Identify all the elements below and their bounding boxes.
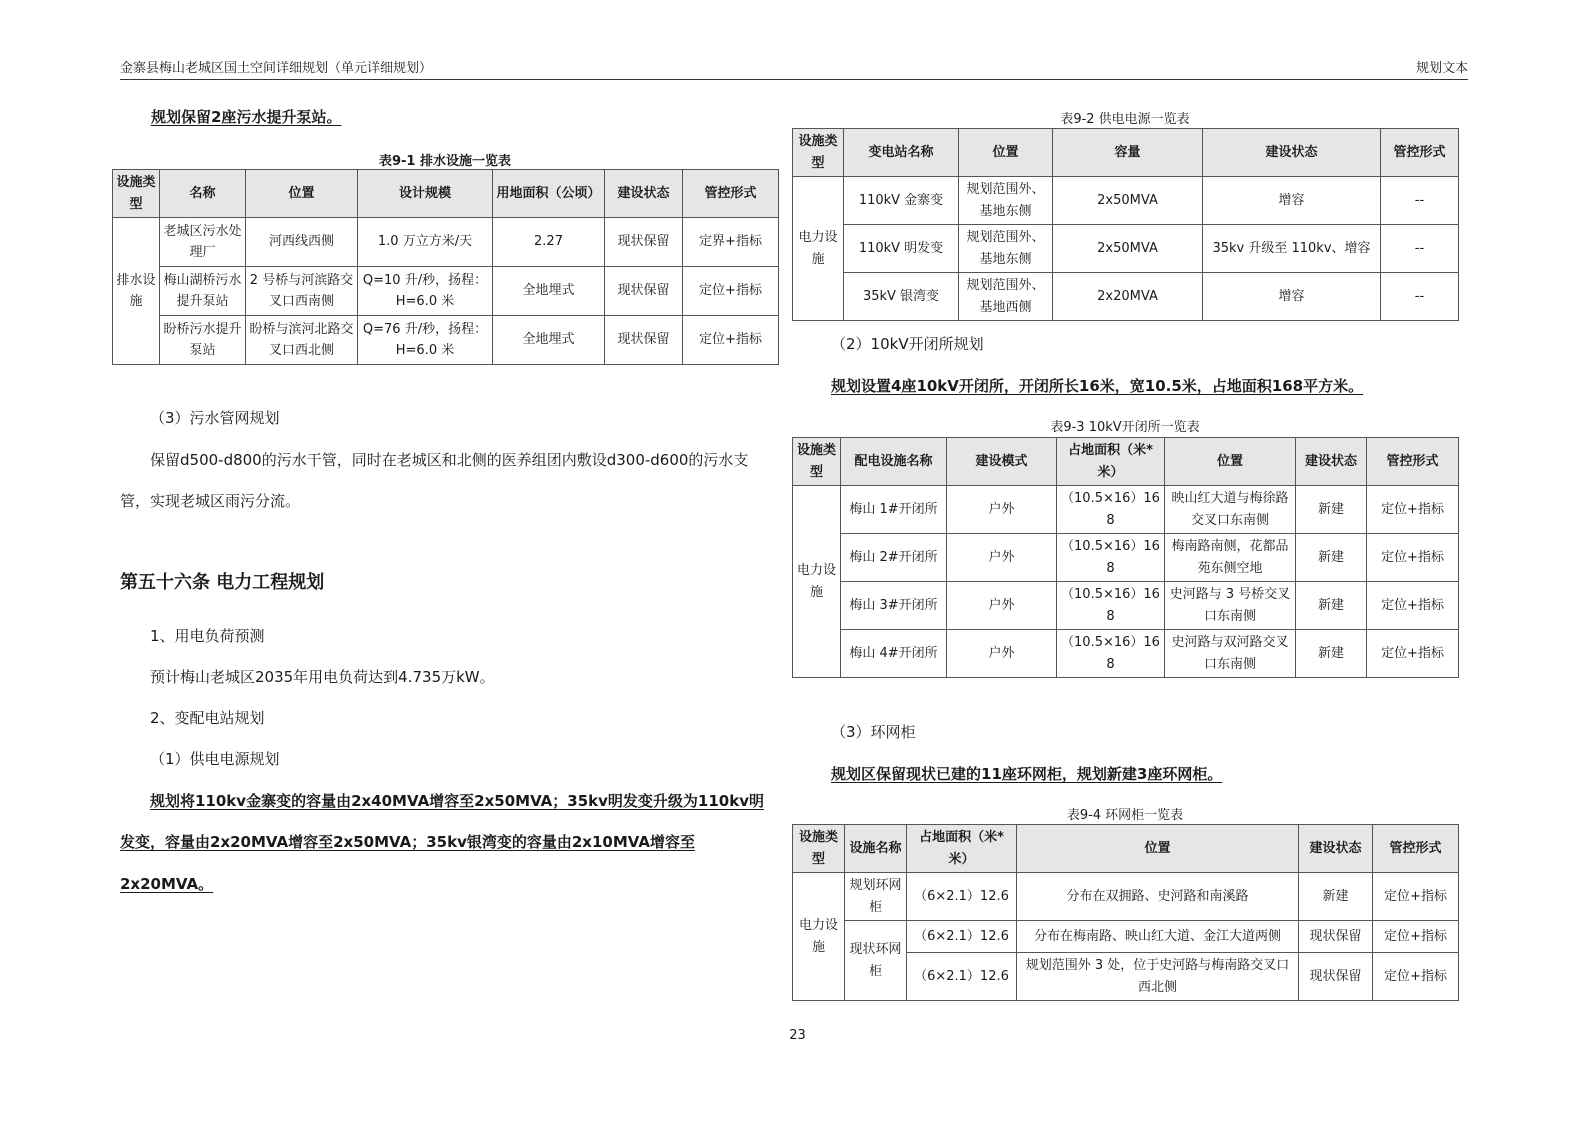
cell: Q=10 升/秒，扬程：H=6.0 米 — [358, 267, 493, 316]
cell: 史河路与 3 号桥交叉口东南侧 — [1165, 582, 1296, 630]
heading-substation: 2、变配电站规划 — [150, 709, 265, 727]
cell: 增容 — [1203, 177, 1381, 225]
cell: 定位+指标 — [1373, 921, 1459, 953]
cell: 梅山 1#开闭所 — [841, 486, 947, 534]
header-cell: 位置 — [1165, 438, 1296, 486]
header-cell: 变电站名称 — [844, 129, 959, 177]
cell: 梅山 2#开闭所 — [841, 534, 947, 582]
cell: 新建 — [1299, 873, 1373, 921]
header-cell: 建设状态 — [1203, 129, 1381, 177]
table-row — [113, 218, 779, 267]
table-row — [793, 630, 1459, 678]
cell: 分布在梅南路、映山红大道、金江大道两侧 — [1017, 921, 1299, 953]
table-row — [113, 316, 779, 365]
cell: -- — [1381, 177, 1459, 225]
page-number: 23 — [789, 1028, 806, 1043]
cell: 定位+指标 — [1373, 953, 1459, 1001]
cell: 定界+指标 — [683, 218, 779, 267]
cell: 盼桥污水提升泵站 — [160, 316, 246, 365]
cell: （6×2.1）12.6 — [907, 953, 1017, 1001]
header-cell: 位置 — [246, 170, 358, 218]
header-cell: 容量 — [1053, 129, 1203, 177]
header-cell: 管控形式 — [1381, 129, 1459, 177]
cell: 新建 — [1296, 486, 1367, 534]
table-9-2-caption: 表9-2 供电电源一览表 — [1060, 112, 1190, 127]
cell: 2 号桥与河滨路交叉口西南侧 — [246, 267, 358, 316]
table-row — [793, 273, 1459, 321]
table-row — [793, 486, 1459, 534]
header-cell: 建设模式 — [947, 438, 1057, 486]
paragraph-switching-station: 规划设置4座10kV开闭所，开闭所长16米，宽10.5米，占地面积168平方米。 — [831, 377, 1364, 395]
article-heading: 第五十六条 电力工程规划 — [120, 572, 325, 593]
group-cell: 电力设施 — [793, 873, 845, 1001]
cell: （10.5×16）168 — [1057, 582, 1165, 630]
table-row — [793, 225, 1459, 273]
cell: 定位+指标 — [683, 316, 779, 365]
header-cell: 用地面积（公顷） — [493, 170, 605, 218]
table-row — [793, 177, 1459, 225]
table-9-3-caption: 表9-3 10kV开闭所一览表 — [1050, 420, 1200, 435]
group-cell: 电力设施 — [793, 177, 844, 321]
header-cell: 设施类型 — [113, 170, 160, 218]
cell: 梅山湖桥污水提升泵站 — [160, 267, 246, 316]
cell: 户外 — [947, 582, 1057, 630]
cell: 户外 — [947, 630, 1057, 678]
heading-power-source: （1）供电电源规划 — [150, 750, 280, 768]
cell: 2.27 — [493, 218, 605, 267]
header-cell: 设计规模 — [358, 170, 493, 218]
table-row — [793, 873, 1459, 921]
header-cell: 占地面积（米*米） — [907, 825, 1017, 873]
header-cell: 位置 — [1017, 825, 1299, 873]
cell: 110kV 金寨变 — [844, 177, 959, 225]
cell: 新建 — [1296, 582, 1367, 630]
header-cell: 设施类型 — [793, 129, 844, 177]
cell: 现状保留 — [605, 267, 683, 316]
cell: （6×2.1）12.6 — [907, 921, 1017, 953]
table-row — [113, 267, 779, 316]
table-row — [793, 921, 1459, 953]
cell: -- — [1381, 273, 1459, 321]
cell: 规划范围外、基地东侧 — [959, 225, 1053, 273]
cell: -- — [1381, 225, 1459, 273]
header-title: 金寨县梅山老城区国土空间详细规划（单元详细规划） — [120, 61, 433, 76]
cell: 35kv 升级至 110kv、增容 — [1203, 225, 1381, 273]
cell: 梅南路南侧，花都品苑东侧空地 — [1165, 534, 1296, 582]
cell: 定位+指标 — [1367, 486, 1459, 534]
header-cell: 管控形式 — [683, 170, 779, 218]
cell: 全地埋式 — [493, 316, 605, 365]
header-cell: 设施类型 — [793, 438, 841, 486]
cell: 2x50MVA — [1053, 177, 1203, 225]
header-cell: 建设状态 — [1296, 438, 1367, 486]
cell: 梅山 4#开闭所 — [841, 630, 947, 678]
header-doc-type: 规划文本 — [1415, 61, 1468, 76]
header-cell: 建设状态 — [1299, 825, 1373, 873]
paragraph-sewer-line2: 管，实现老城区雨污分流。 — [120, 492, 301, 510]
paragraph-ring-main-unit: 规划区保留现状已建的11座环网柜，规划新建3座环网柜。 — [831, 765, 1223, 783]
paragraph-power-source-line3: 2x20MVA。 — [120, 875, 214, 893]
switching-station-table — [792, 437, 1459, 678]
cell: 现状保留 — [605, 316, 683, 365]
table-9-1-caption: 表9-1 排水设施一览表 — [378, 154, 511, 169]
page-header — [120, 54, 1468, 80]
cell: 2x20MVA — [1053, 273, 1203, 321]
cell: 全地埋式 — [493, 267, 605, 316]
table-9-4-caption: 表9-4 环网柜一览表 — [1066, 808, 1184, 823]
paragraph-load-forecast: 预计梅山老城区2035年用电负荷达到4.735万kW。 — [150, 668, 495, 686]
cell: （6×2.1）12.6 — [907, 873, 1017, 921]
cell: 定位+指标 — [1367, 582, 1459, 630]
cell: 梅山 3#开闭所 — [841, 582, 947, 630]
cell: 分布在双拥路、史河路和南溪路 — [1017, 873, 1299, 921]
table-row — [793, 582, 1459, 630]
cell: 110kV 明发变 — [844, 225, 959, 273]
cell: 盼桥与滨河北路交叉口西北侧 — [246, 316, 358, 365]
cell: （10.5×16）168 — [1057, 534, 1165, 582]
cell: 映山红大道与梅徐路交叉口东南侧 — [1165, 486, 1296, 534]
cell: 新建 — [1296, 534, 1367, 582]
header-cell: 管控形式 — [1373, 825, 1459, 873]
header-cell: 占地面积（米*米） — [1057, 438, 1165, 486]
cell: 定位+指标 — [683, 267, 779, 316]
cell: 户外 — [947, 486, 1057, 534]
cell: 规划范围外、基地西侧 — [959, 273, 1053, 321]
paragraph-pump-stations: 规划保留2座污水提升泵站。 — [151, 108, 342, 126]
paragraph-power-source-line1: 规划将110kv金寨变的容量由2x40MVA增容至2x50MVA；35kv明发变升级为110kv明 — [150, 792, 764, 810]
ring-main-unit-table — [792, 824, 1459, 1001]
header-cell: 管控形式 — [1367, 438, 1459, 486]
header-cell: 设施类型 — [793, 825, 845, 873]
cell: 规划环网柜 — [845, 873, 907, 921]
header-cell: 配电设施名称 — [841, 438, 947, 486]
header-cell: 设施名称 — [845, 825, 907, 873]
paragraph-sewer-line1: 保留d500-d800的污水干管，同时在老城区和北侧的医养组团内敷设d300-d600的污水支 — [150, 451, 749, 469]
cell: 现状环网柜 — [845, 921, 907, 1001]
heading-switching-station: （2）10kV开闭所规划 — [831, 335, 984, 353]
paragraph-power-source-line2: 发变，容量由2x20MVA增容至2x50MVA；35kv银湾变的容量由2x10MVA增容至 — [120, 833, 695, 851]
header-cell: 名称 — [160, 170, 246, 218]
drainage-facilities-table — [112, 169, 779, 365]
cell: （10.5×16）168 — [1057, 486, 1165, 534]
cell: 现状保留 — [605, 218, 683, 267]
cell: 定位+指标 — [1367, 534, 1459, 582]
cell: （10.5×16）168 — [1057, 630, 1165, 678]
cell: 规划范围外、基地东侧 — [959, 177, 1053, 225]
cell: 1.0 万立方米/天 — [358, 218, 493, 267]
heading-load-forecast: 1、用电负荷预测 — [150, 627, 265, 645]
header-cell: 位置 — [959, 129, 1053, 177]
heading-ring-main-unit: （3）环网柜 — [831, 723, 916, 741]
table-row — [793, 534, 1459, 582]
header-cell: 建设状态 — [605, 170, 683, 218]
cell: 老城区污水处理厂 — [160, 218, 246, 267]
cell: 2x50MVA — [1053, 225, 1203, 273]
cell: 定位+指标 — [1367, 630, 1459, 678]
cell: 现状保留 — [1299, 953, 1373, 1001]
group-cell: 排水设施 — [113, 218, 160, 365]
cell: 户外 — [947, 534, 1057, 582]
cell: 新建 — [1296, 630, 1367, 678]
heading-sewer-network: （3）污水管网规划 — [150, 409, 280, 427]
cell: 河西线西侧 — [246, 218, 358, 267]
cell: 35kV 银湾变 — [844, 273, 959, 321]
power-supply-table — [792, 128, 1459, 321]
cell: 规划范围外 3 处，位于史河路与梅南路交叉口西北侧 — [1017, 953, 1299, 1001]
cell: Q=76 升/秒，扬程：H=6.0 米 — [358, 316, 493, 365]
cell: 定位+指标 — [1373, 873, 1459, 921]
cell: 增容 — [1203, 273, 1381, 321]
group-cell: 电力设施 — [793, 486, 841, 678]
cell: 现状保留 — [1299, 921, 1373, 953]
cell: 史河路与双河路交叉口东南侧 — [1165, 630, 1296, 678]
